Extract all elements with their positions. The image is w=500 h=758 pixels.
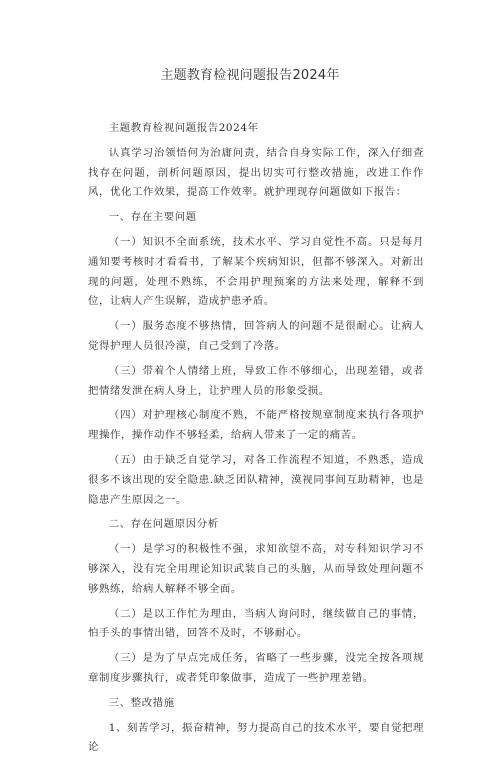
- problem-paragraph-5: （五）由于缺乏自觉学习，对各工作流程不知道，不熟悉，造成很多不该出现的安全隐患.缺乏团队精神，漠视同事间互助精神，也是隐患产生原因之一。: [88, 453, 424, 506]
- problem-paragraph-4: （四）对护理核心制度不熟，不能严格按规章制度来执行各项护理操作，操作动作不够轻柔，给病人带来了一定的痛苦。: [88, 409, 424, 442]
- cause-paragraph-2: （二）是以工作忙为理由，当病人询问时，继续做自己的事情，怕手头的事情出错，回答不及时，不够耐心。: [88, 607, 424, 640]
- problem-paragraph-1: （一）知识不全面系统，技术水平、学习自觉性不高。只是每月通知要考核时才看看书，了解某个疾病知识，但都不够深入。对新出现的问题，处理不熟练，不会用护理预案的方法来处理，解释不到位，让病人产生误解，造成护患矛盾。: [88, 235, 424, 308]
- cause-paragraph-3: （三）是为了早点完成任务，省略了一些步骤，没完全按各项规章制度步骤执行，或者凭印象做事，造成了一些护理差错。: [88, 652, 424, 684]
- section-heading-problems: 一、存在主要问题: [108, 211, 197, 224]
- document-body: [88, 119, 424, 758]
- intro-paragraph: 认真学习治领悟何为治庸问责，结合自身实际工作，深入仔细查找存在问题，剖析问题原因，提出切实可行整改措施，改进工作作风，优化工作效果，提高工作效率。就护理现存问题做如下报告：: [88, 146, 424, 199]
- problem-paragraph-2: （一）服务态度不够热情，回答病人的问题不是很耐心。让病人觉得护理人员很冷漠，自己受到了冷落。: [88, 320, 424, 352]
- cause-paragraph-1: （一）是学习的积极性不强，求知欲望不高，对专科知识学习不够深入，没有完全用理论知识武装自己的头脑，从而导致处理问题不够熟练，给病人解释不够全面。: [88, 543, 424, 595]
- section-heading-causes: 二、存在问题原因分析: [108, 518, 219, 531]
- document-title: 主题教育检视问题报告2024年: [160, 68, 340, 83]
- body-heading: 主题教育检视问题报告2024年: [108, 122, 259, 134]
- section-heading-measures: 三、整改措施: [108, 696, 175, 709]
- measure-paragraph-1: 1、刻苦学习，振奋精神，努力提高自己的技术水平，要自觉把理论: [88, 721, 424, 754]
- problem-paragraph-3: （三）带着个人情绪上班，导致工作不够细心，出现差错，或者把情绪发泄在病人身上，让护理人员的形象受损。: [88, 364, 424, 397]
